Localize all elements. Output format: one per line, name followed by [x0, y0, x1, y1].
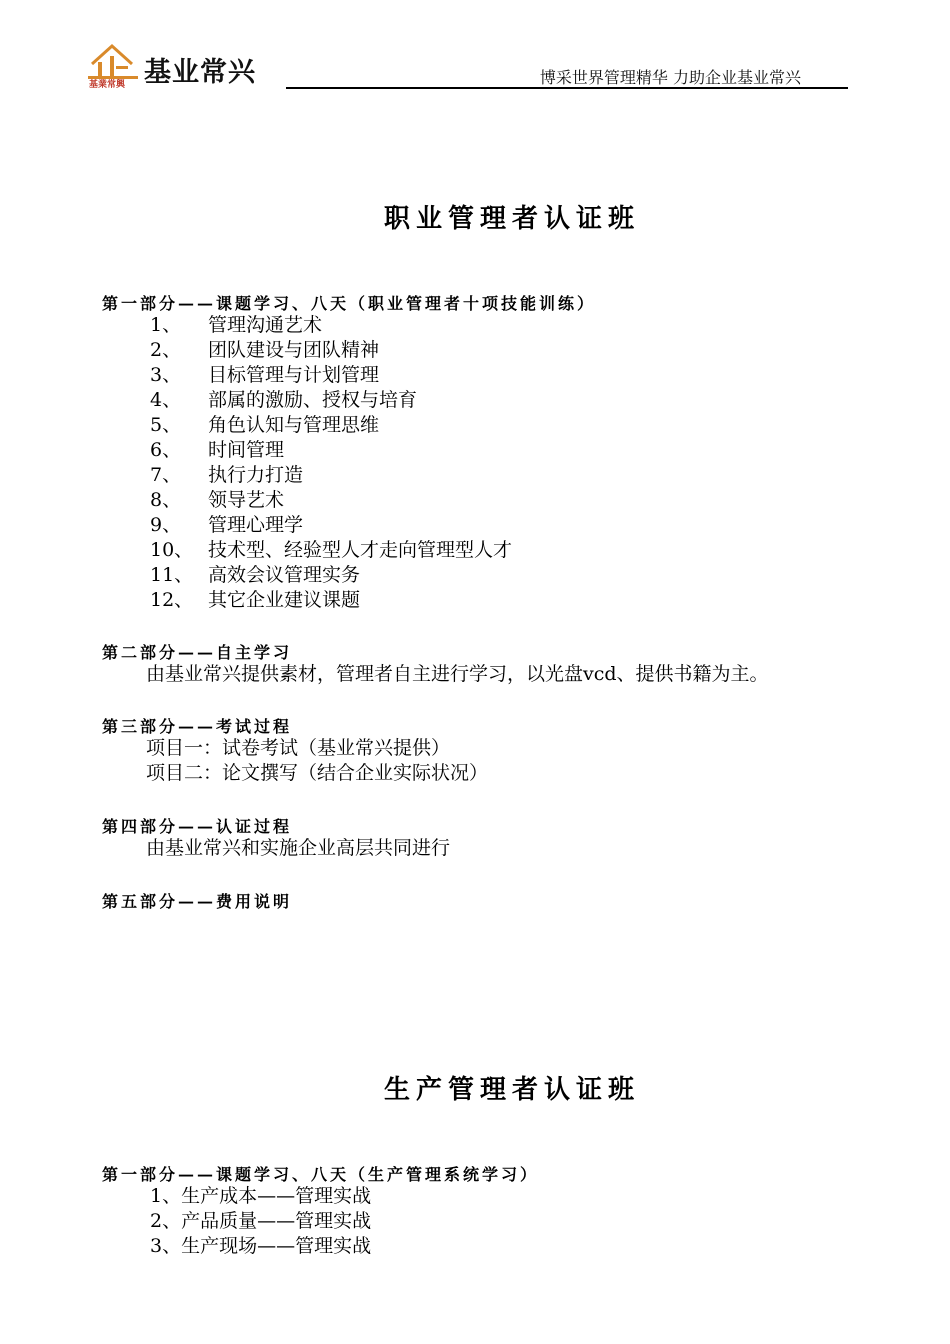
- exam-list: [146, 736, 488, 786]
- course-list: [150, 313, 512, 613]
- logo-icon: [86, 42, 142, 88]
- list-item: 12、 其它企业建议课题: [150, 589, 361, 611]
- list-item: 3、生产现场——管理实战: [150, 1235, 372, 1257]
- paragraph: 由基业常兴提供素材，管理者自主进行学习，以光盘vcd、提供书籍为主。: [146, 663, 769, 685]
- list-item: 9、 管理心理学: [150, 514, 304, 536]
- part-heading: 第一部分——课题学习、八天（职业管理者十项技能训练）: [102, 294, 597, 313]
- part-heading: 第四部分——认证过程: [102, 817, 293, 836]
- header-tagline: 博采世界管理精华 力助企业基业常兴: [539, 68, 801, 87]
- list-item: 2、产品质量——管理实战: [150, 1210, 372, 1232]
- list-item: 10、 技术型、经验型人才走向管理型人才: [150, 539, 513, 561]
- section-title: 生产管理者认证班: [383, 1075, 640, 1105]
- list-item: 8、 领导艺术: [150, 489, 285, 511]
- list-item: 4、 部属的激励、授权与培育: [150, 389, 418, 411]
- part-heading: 第一部分——课题学习、八天（生产管理系统学习）: [102, 1165, 540, 1184]
- paragraph: 由基业常兴和实施企业高层共同进行: [146, 837, 451, 859]
- logo-text: 基业常兴: [144, 57, 256, 88]
- list-item: 3、 目标管理与计划管理: [150, 364, 380, 386]
- part-heading: 第五部分——费用说明: [102, 892, 293, 911]
- section-title: 职业管理者认证班: [383, 204, 640, 234]
- list-item: 项目一：试卷考试（基业常兴提供）: [146, 737, 451, 759]
- page-header: [86, 40, 848, 92]
- part-heading: 第三部分——考试过程: [102, 717, 293, 736]
- list-item: 5、 角色认知与管理思维: [150, 414, 380, 436]
- list-item: 1、 管理沟通艺术: [150, 314, 323, 336]
- course-list: [150, 1184, 371, 1259]
- logo-small-text: 基業常興: [89, 80, 126, 88]
- list-item: 6、 时间管理: [150, 439, 285, 461]
- list-item: 项目二：论文撰写（结合企业实际状况）: [146, 762, 489, 784]
- list-item: 11、 高效会议管理实务: [150, 564, 361, 586]
- part-heading: 第二部分——自主学习: [102, 643, 293, 662]
- list-item: 2、 团队建设与团队精神: [150, 339, 380, 361]
- header-divider: [286, 87, 848, 89]
- list-item: 7、 执行力打造: [150, 464, 304, 486]
- list-item: 1、生产成本——管理实战: [150, 1185, 372, 1207]
